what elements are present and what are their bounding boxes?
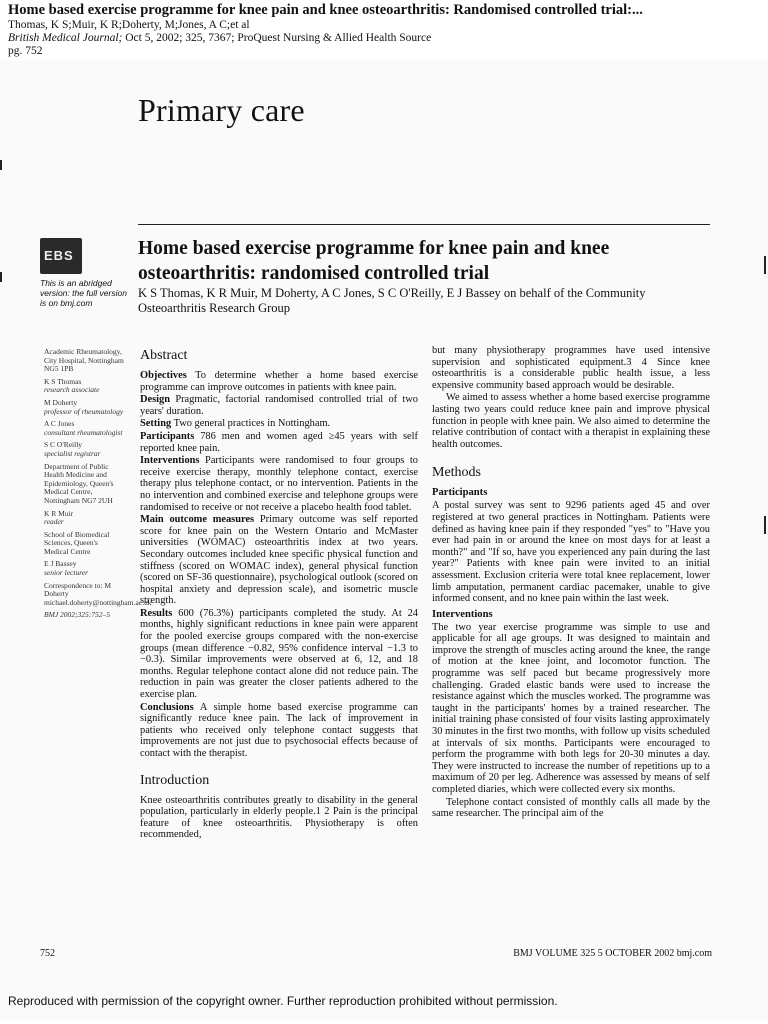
affiliation-role: consultant rheumatologist xyxy=(44,427,123,437)
abstract-interventions: Interventions Participants were randomised to four groups to receive exercise therapy, monthly telephone contact, exercise therapy plus telephone contact, or no intervention. Patients in the no intervention and combined exercise and telephone groups were randomised to receive or not receive a placebo health food tablet. xyxy=(140,455,418,513)
affiliation-role: research associate xyxy=(44,385,100,395)
affiliation-name: A C Jones xyxy=(44,419,75,429)
scan-mark xyxy=(764,516,766,534)
journal-name: British Medical Journal; xyxy=(8,32,123,44)
affiliation xyxy=(44,420,124,437)
scan-mark xyxy=(0,272,2,282)
affiliation: School of Biomedical Sciences, Queen's Medical Centre xyxy=(44,529,110,556)
affiliation: Academic Rheumatology, City Hospital, Nottingham NG5 1PB xyxy=(44,347,124,374)
article-authors: K S Thomas, K R Muir, M Doherty, A C Jones, S C O'Reilly, E J Bassey on behalf of the Community Osteoarthritis Research Group xyxy=(138,286,646,315)
affiliation-name: M Doherty xyxy=(44,397,78,407)
abstract-design: Design Pragmatic, factorial randomised controlled trial of two years' duration. xyxy=(140,394,418,417)
page-number: 752 xyxy=(40,948,55,959)
affiliation-role: reader xyxy=(44,517,64,527)
participants-subheading: Participants xyxy=(432,487,488,499)
document-title[interactable]: Home based exercise programme for knee pain and knee osteoarthritis: Randomised controlled trial:... xyxy=(8,2,643,18)
journal-footer: BMJ VOLUME 325 5 OCTOBER 2002 bmj.com xyxy=(513,948,712,959)
methods-interventions: The two year exercise programme was simple to use and applicable for all age groups. It was designed to maintain and improve the strength of muscles acting around the knee, the range of motion at the knee joint, and locomotor function. The programme was self paced but became progressively more challenging. Graded elastic bands were used to increase the resistance against which the muscles worked. The programme was taught in the participants' homes by a trained researcher. The initial training phase consisted of four visits lasting approximately 30 minutes in the first two months, with follow up visits scheduled at intervals of six months. Participants were encouraged to perform the programme with both legs for 20-30 minutes a day. They were instructed to increase the number of repetitions up to a maximum of 20 per leg. Adherence was assessed by means of self completed diaries, which were collected every six months. xyxy=(432,621,710,795)
section-heading: Primary care xyxy=(138,92,305,128)
column-right xyxy=(432,345,710,821)
affiliation xyxy=(44,399,124,416)
divider xyxy=(138,224,710,225)
abridged-note: This is an abridged version: the full version is on bmj.com xyxy=(40,278,127,308)
copyright-notice: Reproduced with permission of the copyright owner. Further reproduction prohibited without permission. xyxy=(8,994,558,1008)
citation: BMJ 2002;325:752–5 xyxy=(44,610,111,620)
document-header xyxy=(8,2,763,58)
methods-participants: A postal survey was sent to 9296 patients aged 45 and over registered at two general practices in Nottingham. Patients were defined as having knee pain if they responded "yes" to "Have you ever had pain in or around the knee on most days for at least a month?" and "If so, have you experienced any pain during the last year?" Patients with knee pain were invited to an initial assessment. Exclusion criteria were total knee replacement, lower limb amputation, permanent cardiac pacemaker, unable to give informed consent, and no knee pain within the last week. xyxy=(432,500,710,605)
column-left xyxy=(140,345,418,842)
introduction-heading: Introduction xyxy=(140,772,210,788)
abstract-setting: Setting Two general practices in Nottingham. xyxy=(140,418,331,430)
abstract-participants: Participants 786 men and women aged ≥45 years with self reported knee pain. xyxy=(140,430,418,454)
affiliation-name: K R Muir xyxy=(44,508,74,518)
affiliations-sidebar xyxy=(44,347,152,624)
page-reference: pg. 752 xyxy=(8,45,43,57)
affiliation-role: specialist registrar xyxy=(44,448,101,458)
ebs-logo-icon xyxy=(40,238,82,274)
abstract-conclusions: Conclusions A simple home based exercise programme can significantly reduce knee pain. The lack of improvement in patients who received only telephone contact suggests that improvements are not just due to psychosocial effects because of contact with the therapist. xyxy=(140,701,418,759)
source-details: Oct 5, 2002; 325, 7367; ProQuest Nursing & Allied Health Source xyxy=(122,32,432,44)
affiliation-name: K S Thomas xyxy=(44,376,82,386)
affiliation-name: S C O'Reilly xyxy=(44,440,83,450)
introduction-paragraph: but many physiotherapy programmes have used intensive supervision and sophisticated equipment.3 4 Since knee osteoarthritis is a considerable public health issue, a less expensive community based approach would be desirable. xyxy=(432,345,710,391)
affiliation-role: professor of rheumatology xyxy=(44,406,124,416)
methods-heading: Methods xyxy=(432,465,481,481)
methods-telephone: Telephone contact consisted of monthly calls all made by the same researcher. The principal aim of the xyxy=(432,796,710,820)
affiliation-name: E J Bassey xyxy=(44,559,77,569)
abstract-outcomes: Main outcome measures Primary outcome was self reported score for knee pain on the Western Ontario and McMaster universities (WOMAC) osteoarthritis index at two years. Secondary outcomes included knee specific physical function and stiffness (scored on WOMAC index), general physical function (scored on SF-36 questionnaire), psychological outlook (scored on hospital anxiety and depression scale), and isometric muscle strength. xyxy=(140,514,418,607)
correspondence: Correspondence to: M Doherty michael.doherty@nottingham.ac.uk xyxy=(44,580,152,607)
affiliation: Department of Public Health Medicine and Epidemiology, Queen's Medical Centre, Nottingham NG7 2UH xyxy=(44,461,114,505)
abstract-results: Results 600 (76.3%) participants completed the study. At 24 months, highly significant reductions in knee pain were apparent for the pooled exercise groups compared with the non-exercise groups (mean difference −0.82, 95% confidence interval −1.3 to −0.3). Similar improvements were observed at 6, 12, and 18 months. Regular telephone contact alone did not reduce pain. The reduction in pain was greater the closer patients adhered to the exercise plan. xyxy=(140,607,418,701)
article-title: Home based exercise programme for knee pain and knee osteoarthritis: randomised controlled trial xyxy=(138,238,610,284)
affiliation-role: senior lecturer xyxy=(44,568,89,578)
affiliation xyxy=(44,441,124,458)
introduction-paragraph: Knee osteoarthritis contributes greatly to disability in the general population, particularly in elderly people.1 2 Pain is the principal feature of knee osteoarthritis. Physiotherapy is often recommended, xyxy=(140,794,418,841)
affiliation xyxy=(44,510,124,527)
scan-mark xyxy=(764,256,766,274)
authors-line: Thomas, K S;Muir, K R;Doherty, M;Jones, A C;et al xyxy=(8,19,250,31)
affiliation xyxy=(44,560,124,577)
source-line xyxy=(8,32,763,45)
abstract-heading: Abstract xyxy=(140,348,188,363)
introduction-paragraph: We aimed to assess whether a home based exercise programme lasting two years could reduce knee pain and improve physical function in people with knee pain. We also aimed to determine the relative contribution of contact with a therapist in explaining these health outcomes. xyxy=(432,392,710,450)
logo-text: EBS xyxy=(44,248,74,263)
scan-mark xyxy=(0,160,2,170)
affiliation xyxy=(44,378,124,395)
interventions-subheading: Interventions xyxy=(432,608,493,620)
abstract-objectives: Objectives To determine whether a home based exercise programme can improve outcomes in patients with knee pain. xyxy=(140,370,418,393)
